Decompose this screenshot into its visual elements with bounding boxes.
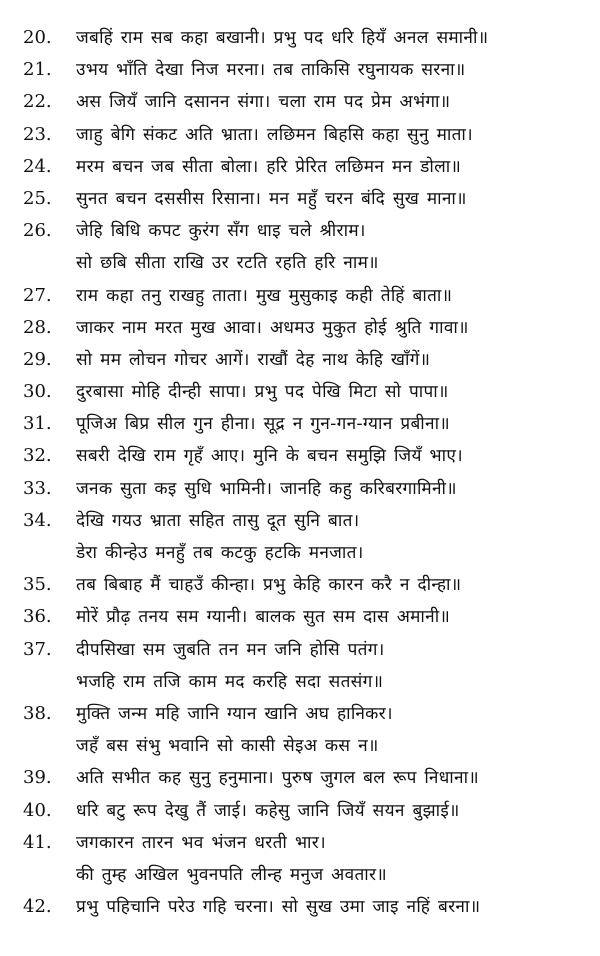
verse-text: सबरी देखि राम गृहँ आए। मुनि के बचन समुझि जियँ भाए। bbox=[76, 446, 463, 467]
verse-text: जबहिं राम सब कहा बखानी। प्रभु पद धरि हियँ अनल समानी॥ bbox=[76, 28, 489, 48]
verse-line bbox=[0, 795, 600, 827]
verse-text: देखि गयउ भ्राता सहित तासु दूत सुनि बात। bbox=[76, 510, 360, 531]
verse bbox=[0, 827, 600, 891]
verse bbox=[0, 22, 600, 54]
verse-line bbox=[0, 408, 600, 440]
verse-line bbox=[0, 827, 600, 859]
verse-number: 26. bbox=[23, 220, 52, 242]
verse bbox=[0, 505, 600, 569]
verse-line bbox=[0, 22, 600, 54]
verse-text: जगकारन तारन भव भंजन धरती भार। bbox=[76, 832, 326, 853]
verse-number: 27. bbox=[23, 284, 52, 306]
verse bbox=[0, 698, 600, 762]
verse-number: 21. bbox=[23, 59, 52, 81]
verse-text: सो मम लोचन गोचर आगें। राखौं देह नाथ केहि खाँगें॥ bbox=[76, 349, 431, 370]
verse-number: 32. bbox=[23, 445, 52, 467]
verse bbox=[0, 312, 600, 344]
verse-number: 36. bbox=[23, 606, 52, 628]
verse-text: धरि बटु रूप देखु तैं जाई। कहेसु जानि जियँ सयन बुझाई॥ bbox=[76, 800, 460, 821]
verse-number: 38. bbox=[23, 702, 52, 724]
verse-number: 29. bbox=[23, 348, 52, 370]
verse-text: जनक सुता कइ सुधि भामिनी। जानहि कहु करिबरगामिनी॥ bbox=[76, 478, 457, 499]
verse-line bbox=[0, 280, 600, 312]
verse-line bbox=[0, 119, 600, 151]
verse-continuation-line bbox=[0, 247, 600, 279]
verse-line bbox=[0, 698, 600, 730]
verse-number: 34. bbox=[23, 509, 52, 531]
verse-text: दुरबासा मोहि दीन्ही सापा। प्रभु पद पेखि मिटा सो पापा॥ bbox=[76, 382, 449, 403]
verse-number: 28. bbox=[23, 316, 52, 338]
verse bbox=[0, 473, 600, 505]
verse bbox=[0, 376, 600, 408]
verse-number: 23. bbox=[23, 123, 52, 145]
verse bbox=[0, 86, 600, 118]
verse bbox=[0, 215, 600, 279]
verse-text: राम कहा तनु राखहु ताता। मुख मुसुकाइ कही तेहिं बाता॥ bbox=[76, 285, 453, 306]
verse-text: अस जियँ जानि दसानन संगा। चला राम पद प्रेम अभंगा॥ bbox=[76, 92, 451, 113]
verse bbox=[0, 634, 600, 698]
verse-number: 20. bbox=[23, 27, 52, 48]
verse-text: जाहु बेगि संकट अति भ्राता। लछिमन बिहसि कहा सुनु माता। bbox=[76, 124, 473, 145]
verse bbox=[0, 408, 600, 440]
verse bbox=[0, 183, 600, 215]
verse-number: 31. bbox=[23, 413, 52, 435]
verse-text: मरम बचन जब सीता बोला। हरि प्रेरित लछिमन मन डोला॥ bbox=[76, 156, 462, 177]
verse-number: 40. bbox=[23, 799, 52, 821]
verse-list bbox=[0, 22, 600, 923]
verse-number: 30. bbox=[23, 381, 52, 403]
verse-text: तब बिबाह मैं चाहउँ कीन्हा। प्रभु केहि कारन करै न दीन्हा॥ bbox=[76, 575, 462, 596]
verse bbox=[0, 54, 600, 86]
verse bbox=[0, 280, 600, 312]
verse-line bbox=[0, 473, 600, 505]
verse-text: मुक्ति जन्म महि जानि ग्यान खानि अघ हानिकर। bbox=[76, 703, 393, 724]
verse-continuation-line bbox=[0, 537, 600, 569]
verse-text: डेरा कीन्हेउ मनहुँ तब कटकु हटकि मनजात। bbox=[76, 543, 364, 563]
verse-text: दीपसिखा सम जुबति तन मन जनि होसि पतंग। bbox=[76, 639, 385, 660]
verse-line bbox=[0, 891, 600, 923]
verse-number: 33. bbox=[23, 477, 52, 499]
verse-line bbox=[0, 183, 600, 215]
verse-line bbox=[0, 215, 600, 247]
verse-line bbox=[0, 569, 600, 601]
verse bbox=[0, 344, 600, 376]
verse-text: मोरें प्रौढ़ तनय सम ग्यानी। बालक सुत सम दास अमानी॥ bbox=[76, 607, 451, 628]
verse bbox=[0, 891, 600, 923]
verse bbox=[0, 151, 600, 183]
verse bbox=[0, 795, 600, 827]
verse-line bbox=[0, 376, 600, 408]
verse-text: सो छबि सीता राखि उर रटति रहति हरि नाम॥ bbox=[76, 253, 379, 274]
verse-line bbox=[0, 54, 600, 86]
verse-number: 37. bbox=[23, 638, 52, 660]
verse bbox=[0, 762, 600, 794]
verse-continuation-line bbox=[0, 859, 600, 891]
verse-text: सुनत बचन दससीस रिसाना। मन महुँ चरन बंदि सुख माना॥ bbox=[76, 188, 467, 209]
verse-text: प्रभु पहिचानि परेउ गहि चरना। सो सुख उमा जाइ नहिं बरना॥ bbox=[76, 897, 481, 918]
verse-number: 39. bbox=[23, 767, 52, 789]
verse bbox=[0, 569, 600, 601]
verse bbox=[0, 119, 600, 151]
verse-line bbox=[0, 86, 600, 118]
verse-line bbox=[0, 344, 600, 376]
verse bbox=[0, 440, 600, 472]
verse-line bbox=[0, 151, 600, 183]
verse-text: जाकर नाम मरत मुख आवा। अधमउ मुकुत होई श्रुति गावा॥ bbox=[76, 317, 469, 338]
verse-number: 35. bbox=[23, 574, 52, 596]
verse-line bbox=[0, 634, 600, 666]
verse-number: 25. bbox=[23, 187, 52, 209]
verse-text: भजहि राम तजि काम मद करहि सदा सतसंग॥ bbox=[76, 671, 384, 692]
verse-line bbox=[0, 312, 600, 344]
verse-text: जेहि बिधि कपट कुरंग सँग धाइ चले श्रीराम। bbox=[76, 221, 366, 242]
verse-number: 42. bbox=[23, 896, 52, 918]
verse-text: अति सभीत कह सुनु हनुमाना। पुरुष जुगल बल रूप निधाना॥ bbox=[76, 768, 479, 789]
verse-text: की तुम्ह अखिल भुवनपति लीन्ह मनुज अवतार॥ bbox=[76, 864, 387, 885]
verse bbox=[0, 601, 600, 633]
verse-line bbox=[0, 440, 600, 472]
verse-line bbox=[0, 505, 600, 537]
verse-text: जहँ बस संभु भवानि सो कासी सेइअ कस न॥ bbox=[76, 736, 379, 757]
verse-text: उभय भाँति देखा निज मरना। तब ताकिसि रघुनायक सरना॥ bbox=[76, 60, 466, 81]
verse-continuation-line bbox=[0, 666, 600, 698]
verse-number: 22. bbox=[23, 91, 52, 113]
verse-line bbox=[0, 762, 600, 794]
verse-text: पूजिअ बिप्र सील गुन हीना। सूद्र न गुन-गन-ग्यान प्रबीना॥ bbox=[76, 414, 450, 435]
verse-line bbox=[0, 601, 600, 633]
verse-number: 41. bbox=[23, 831, 52, 853]
verse-continuation-line bbox=[0, 730, 600, 762]
verse-number: 24. bbox=[23, 155, 52, 177]
